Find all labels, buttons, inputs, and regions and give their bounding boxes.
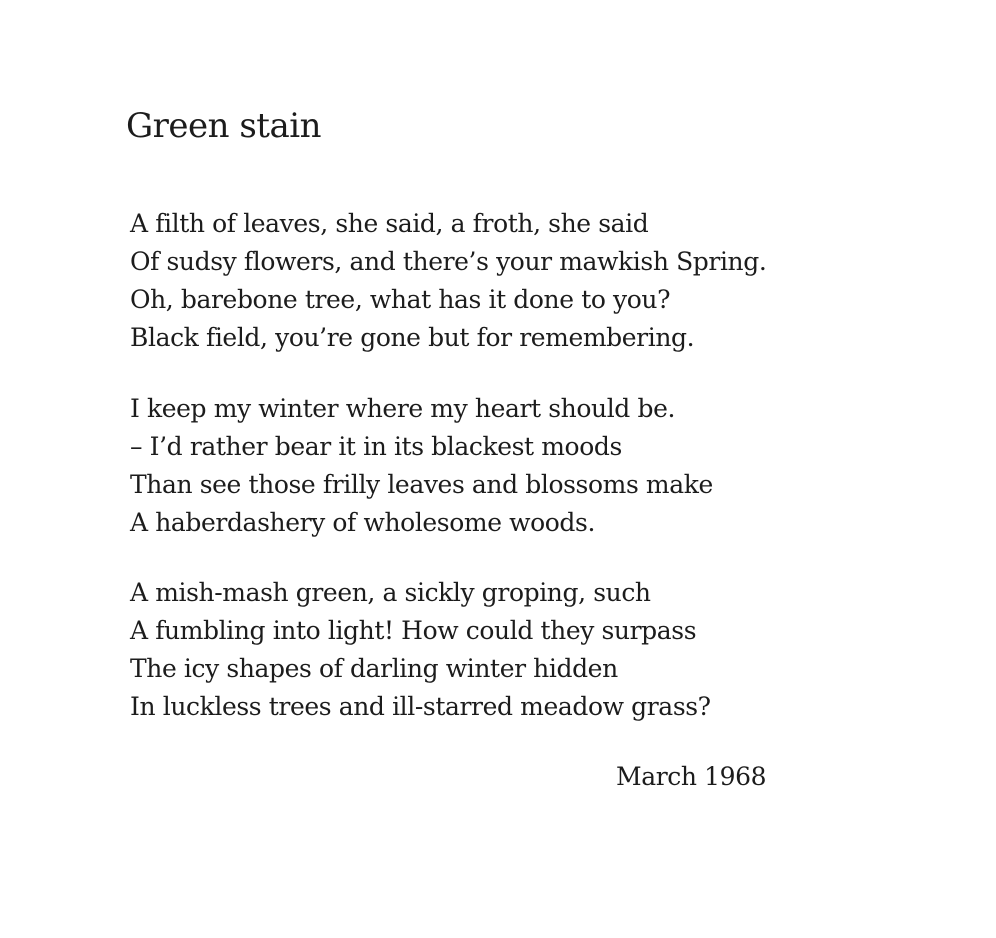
stanza-1 bbox=[130, 205, 766, 357]
poem-line: A fumbling into light! How could they surpass bbox=[130, 616, 697, 645]
poem-line: Of sudsy flowers, and there’s your mawkish Spring. bbox=[130, 247, 767, 276]
poem-line: Black field, you’re gone but for remembering. bbox=[130, 323, 695, 352]
stanza-2 bbox=[130, 390, 713, 542]
poem-title: Green stain bbox=[126, 106, 322, 146]
poem-line: A mish-mash green, a sickly groping, such bbox=[130, 578, 651, 607]
poem-line: A filth of leaves, she said, a froth, she said bbox=[130, 209, 649, 238]
poem-line: A haberdashery of wholesome woods. bbox=[130, 508, 596, 537]
poem-line: I keep my winter where my heart should be. bbox=[130, 394, 676, 423]
poem-line: Than see those frilly leaves and blossoms make bbox=[130, 470, 713, 499]
poem-date: March 1968 bbox=[616, 762, 767, 791]
stanza-3 bbox=[130, 574, 711, 726]
poem-line: In luckless trees and ill-starred meadow grass? bbox=[130, 692, 711, 721]
poem-line: Oh, barebone tree, what has it done to you? bbox=[130, 285, 671, 314]
poem-line: – I’d rather bear it in its blackest moods bbox=[130, 432, 622, 461]
poem-line: The icy shapes of darling winter hidden bbox=[130, 654, 618, 683]
